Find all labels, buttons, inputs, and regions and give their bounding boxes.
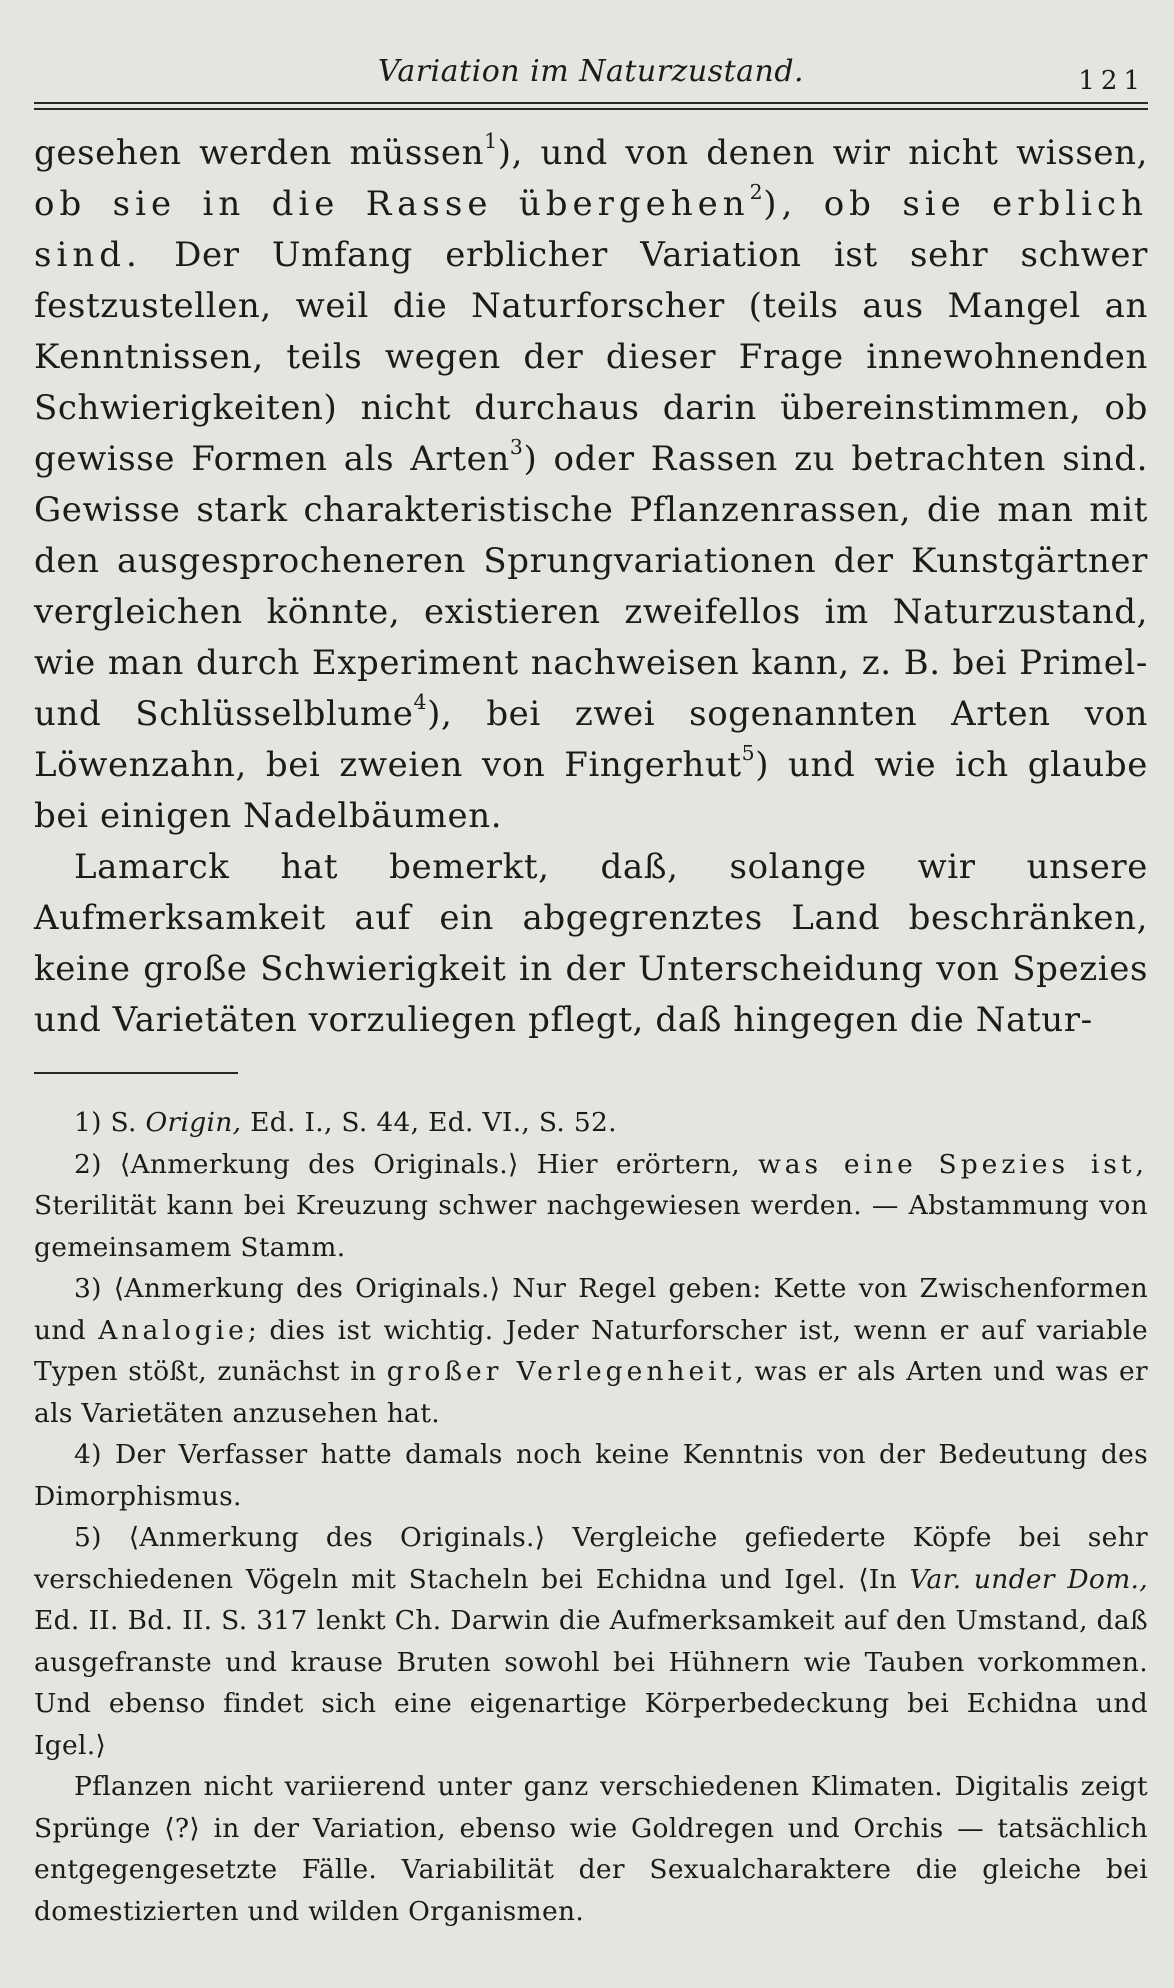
footnote-ref-4: 4	[413, 689, 428, 714]
spaced-text: ), ob sie erblich sind.	[34, 184, 1148, 275]
text-run: , was er als Arten und was er als Varietäten anzusehen hat.	[34, 1356, 1148, 1429]
footnote-3	[34, 1268, 1148, 1434]
page-header	[34, 54, 1148, 102]
page-number: 121	[1078, 66, 1146, 96]
paragraph-2: Lamarck hat bemerkt, daß, solange wir unsere Aufmerksamkeit auf ein abgegrenztes Land beschränken, keine große Schwierigkeit in der Unterscheidung von Spezies und Varietäten vorzuliegen pflegt, daß hingegen die Natur-	[34, 847, 1148, 1040]
spaced-text: was eine Spezies ist,	[758, 1148, 1148, 1180]
footnote-4: 4) Der Verfasser hatte damals noch keine Kenntnis von der Bedeutung des Dimorphismus.	[34, 1439, 1148, 1512]
spaced-text: ob sie in die Rasse übergehen	[34, 184, 750, 224]
text-run: 1) S.	[74, 1107, 146, 1138]
spaced-text: großer Verlegenheit	[386, 1356, 736, 1387]
footnote-separator	[34, 1072, 238, 1074]
footnotes	[34, 1102, 1148, 1932]
text-run: Der Umfang erblicher Variation ist sehr schwer festzustellen, weil die Naturforscher (teils aus Mangel an Kenntnissen, teils wegen der dieser Frage innewohnenden Schwierigkeiten) nicht durchaus darin übereinstimmen, ob gewisse Formen als Arten	[34, 235, 1148, 479]
text-run: ; dies ist wichtig. Jeder Naturforscher ist, wenn er auf variable Typen stößt, zunächst in	[34, 1314, 1148, 1387]
text-run: ), und von denen wir nicht wissen,	[497, 133, 1148, 173]
footnote-continuation: Pflanzen nicht variierend unter ganz verschiedenen Klimaten. Digitalis zeigt Sprünge ⟨?⟩ in der Variation, ebenso wie Goldregen und Orchis — tatsächlich entgegengesetzte Fälle. Variabilität der Sexualcharaktere die gleiche bei domestizierten und wilden Organismen.	[34, 1771, 1148, 1927]
footnote-ref-5: 5	[741, 740, 756, 765]
header-double-rule	[34, 102, 1148, 110]
text-run: 3) ⟨Anmerkung des Originals.⟩ Nur Regel geben: Kette von Zwischenformen und	[34, 1273, 1148, 1346]
footnote-2	[34, 1144, 1148, 1269]
text-run: Ed. I., S. 44, Ed. VI., S. 52.	[241, 1107, 617, 1138]
footnote-ref-2: 2	[749, 179, 764, 204]
main-text	[34, 128, 1148, 1046]
text-run: 5) ⟨Anmerkung des Originals.⟩ Vergleiche gefiederte Köpfe bei sehr verschiedenen Vögeln mit Stacheln bei Echidna und Igel. ⟨In	[34, 1522, 1148, 1595]
spaced-text: Analogie	[98, 1314, 248, 1346]
paragraph-1	[34, 128, 1148, 842]
text-run: Ed. II. Bd. II. S. 317 lenkt Ch. Darwin die Aufmerksamkeit auf den Umstand, daß ausgefranste und krause Bruten sowohl bei Hühnern wie Tauben vorkommen. Und ebenso findet sich eine eigenartige Körperbedeckung bei Echidna und Igel.⟩	[34, 1605, 1148, 1761]
text-run: ), bei zwei sogenannten Arten von Löwenzahn, bei zweien von Fingerhut	[34, 694, 1148, 785]
text-run: 2) ⟨Anmerkung des Originals.⟩ Hier erörtern,	[74, 1148, 759, 1180]
footnote-ref-3: 3	[509, 434, 524, 459]
footnote-5	[34, 1517, 1148, 1766]
text-run: ) und wie ich glaube bei einigen Nadelbäumen.	[34, 745, 1148, 836]
text-run: ) oder Rassen zu betrachten sind. Gewisse stark charakteristische Pflanzenrassen, die man mit den ausgesprocheneren Sprungvariationen der Kunstgärtner vergleichen könnte, existieren zweifellos im Naturzustand, wie man durch Experiment nachweisen kann, z. B. bei Primel- und Schlüsselblume	[34, 439, 1149, 734]
running-title: Variation im Naturzustand.	[377, 54, 805, 89]
italic-title: Origin,	[145, 1107, 242, 1138]
footnote-1	[34, 1102, 1148, 1144]
footnote-ref-1: 1	[484, 128, 498, 153]
text-run: gesehen werden müssen	[34, 133, 485, 173]
text-run: Sterilität kann bei Kreuzung schwer nachgewiesen werden. — Abstammung von gemeinsamem Stamm.	[34, 1190, 1148, 1263]
italic-title: Var. under Dom.,	[909, 1563, 1148, 1595]
